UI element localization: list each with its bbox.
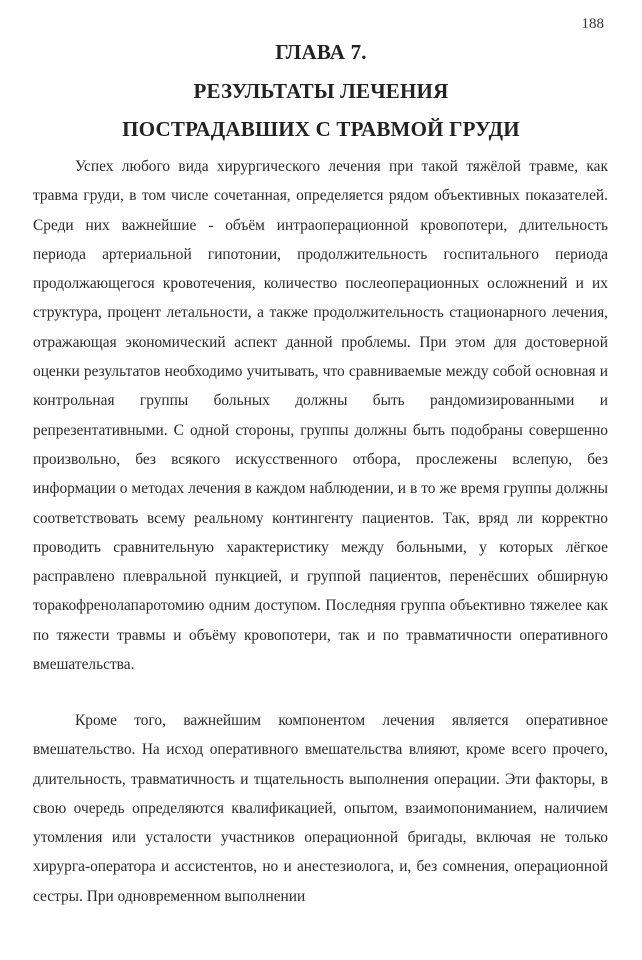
paragraph-1: Успех любого вида хирургического лечения при такой тяжёлой травме, как травма груди, в том числе сочетанная, определяется рядом объективных показателей. Среди них важнейшие - объём интраоперационной кровопотери, длительность периода артериальной гипотонии, продолжительность госпитального периода продолжающегося кровотечения, количество послеоперационных осложнений и их структура, процент летальности, а также продолжительность стационарного лечения, отражающая экономический аспект данной проблемы. При этом для достоверной оценки результатов необходимо учитывать, что сравниваемые между собой основная и контрольная группы больных должны быть рандомизированными и репрезентативными. С одной стороны, группы должны быть подобраны совершенно произвольно, без всякого искусственного отбора, прослежены вслепую, без информации о методах лечения в каждом наблюдении, и в то же время группы должны соответствовать всему реальному контингенту пациентов. Так, вряд ли корректно проводить сравнительную характеристику между больными, у которых лёгкое расправлено плевральной пункцией, и группой пациентов, перенёсших обширную торакофренолапаротомию одним доступом. Последняя группа объективно тяжелее как по тяжести травмы и объёму кровопотери, так и по травматичности оперативного вмешательства. <box>33 158 608 674</box>
chapter-title-line-2: ПОСТРАДАВШИХ С ТРАВМОЙ ГРУДИ <box>122 117 520 141</box>
page-number: 188 <box>581 16 604 32</box>
paragraph-2: Кроме того, важнейшим компонентом лечения является оперативное вмешательство. На исход оперативного вмешательства влияют, кроме всего прочего, длительность, травматичность и тщательность выполнения операции. Эти факторы, в свою очередь определяются квалификацией, опытом, взаимопониманием, наличием утомления или усталости участников операционной бригады, включая не только хирурга-оператора и ассистентов, но и анестезиолога, и, без сомнения, операционной сестры. При одновременном выполнении <box>33 712 608 905</box>
chapter-label: ГЛАВА 7. <box>275 40 367 64</box>
chapter-title-line-1: РЕЗУЛЬТАТЫ ЛЕЧЕНИЯ <box>193 79 449 103</box>
